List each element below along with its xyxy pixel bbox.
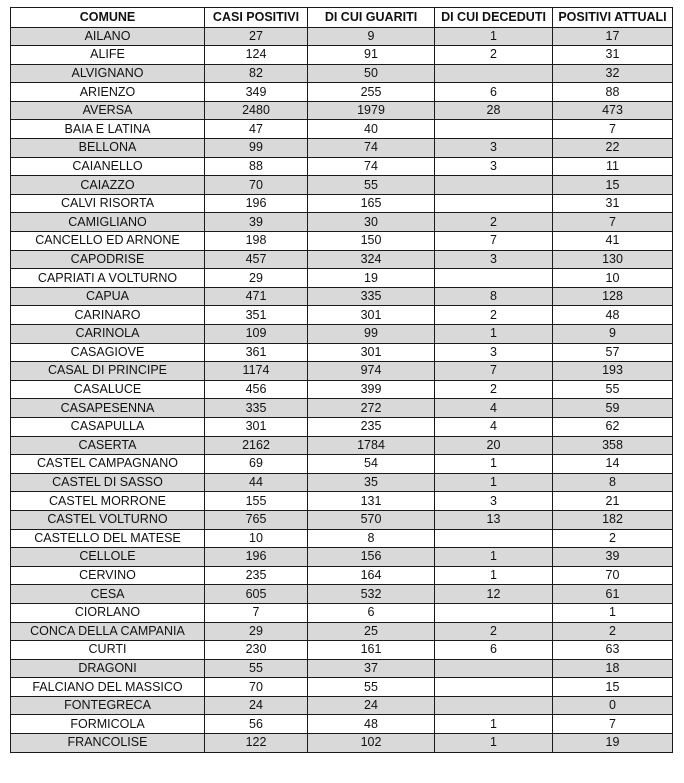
table-row <box>11 659 673 678</box>
cell-casi-positivi: 765 <box>205 510 308 529</box>
cell-casi-positivi: 457 <box>205 250 308 269</box>
cell-positivi-attuali: 88 <box>553 83 673 102</box>
cell-positivi-attuali: 32 <box>553 64 673 83</box>
cell-positivi-attuali: 22 <box>553 139 673 158</box>
cell-casi-positivi: 29 <box>205 622 308 641</box>
cell-guariti: 8 <box>308 529 435 548</box>
cell-casi-positivi: 2162 <box>205 436 308 455</box>
cell-positivi-attuali: 0 <box>553 696 673 715</box>
cell-comune: CASTEL DI SASSO <box>11 473 205 492</box>
covid-cases-table <box>10 7 673 753</box>
cell-casi-positivi: 230 <box>205 641 308 660</box>
cell-guariti: 55 <box>308 176 435 195</box>
cell-guariti: 48 <box>308 715 435 734</box>
cell-deceduti <box>435 659 553 678</box>
cell-comune: CAIAZZO <box>11 176 205 195</box>
table-row <box>11 27 673 46</box>
cell-casi-positivi: 82 <box>205 64 308 83</box>
cell-casi-positivi: 7 <box>205 603 308 622</box>
cell-guariti: 131 <box>308 492 435 511</box>
table-row <box>11 101 673 120</box>
cell-comune: ALIFE <box>11 46 205 65</box>
cell-comune: ARIENZO <box>11 83 205 102</box>
cell-comune: CELLOLE <box>11 548 205 567</box>
cell-comune: AVERSA <box>11 101 205 120</box>
table-row <box>11 232 673 251</box>
cell-casi-positivi: 10 <box>205 529 308 548</box>
cell-deceduti: 13 <box>435 510 553 529</box>
cell-guariti: 91 <box>308 46 435 65</box>
cell-deceduti: 7 <box>435 232 553 251</box>
cell-guariti: 324 <box>308 250 435 269</box>
table-row <box>11 622 673 641</box>
table-body <box>11 27 673 752</box>
cell-deceduti: 1 <box>435 734 553 753</box>
cell-deceduti: 3 <box>435 157 553 176</box>
table-row <box>11 325 673 344</box>
cell-comune: CASTEL MORRONE <box>11 492 205 511</box>
cell-deceduti: 2 <box>435 46 553 65</box>
cell-guariti: 102 <box>308 734 435 753</box>
cell-casi-positivi: 196 <box>205 548 308 567</box>
table-row <box>11 417 673 436</box>
cell-positivi-attuali: 7 <box>553 715 673 734</box>
table-row <box>11 306 673 325</box>
cell-guariti: 74 <box>308 139 435 158</box>
table-row <box>11 585 673 604</box>
cell-deceduti <box>435 696 553 715</box>
cell-comune: CASALUCE <box>11 380 205 399</box>
cell-positivi-attuali: 7 <box>553 213 673 232</box>
cell-deceduti <box>435 64 553 83</box>
table-row <box>11 455 673 474</box>
table-header-row <box>11 8 673 28</box>
cell-positivi-attuali: 14 <box>553 455 673 474</box>
cell-casi-positivi: 471 <box>205 287 308 306</box>
cell-casi-positivi: 29 <box>205 269 308 288</box>
cell-comune: CASAPESENNA <box>11 399 205 418</box>
cell-comune: CAPUA <box>11 287 205 306</box>
table-row <box>11 120 673 139</box>
cell-positivi-attuali: 41 <box>553 232 673 251</box>
cell-deceduti: 28 <box>435 101 553 120</box>
cell-comune: FORMICOLA <box>11 715 205 734</box>
cell-positivi-attuali: 18 <box>553 659 673 678</box>
cell-positivi-attuali: 128 <box>553 287 673 306</box>
cell-deceduti <box>435 176 553 195</box>
cell-guariti: 54 <box>308 455 435 474</box>
cell-positivi-attuali: 15 <box>553 176 673 195</box>
cell-positivi-attuali: 48 <box>553 306 673 325</box>
cell-comune: CERVINO <box>11 566 205 585</box>
cell-guariti: 99 <box>308 325 435 344</box>
table-row <box>11 139 673 158</box>
cell-casi-positivi: 24 <box>205 696 308 715</box>
cell-guariti: 50 <box>308 64 435 83</box>
table-row <box>11 194 673 213</box>
table-row <box>11 157 673 176</box>
cell-deceduti: 1 <box>435 325 553 344</box>
table-row <box>11 603 673 622</box>
cell-casi-positivi: 99 <box>205 139 308 158</box>
cell-deceduti: 1 <box>435 473 553 492</box>
cell-guariti: 532 <box>308 585 435 604</box>
table-row <box>11 529 673 548</box>
cell-deceduti: 6 <box>435 641 553 660</box>
cell-casi-positivi: 351 <box>205 306 308 325</box>
cell-comune: CAIANELLO <box>11 157 205 176</box>
cell-comune: FONTEGRECA <box>11 696 205 715</box>
cell-casi-positivi: 361 <box>205 343 308 362</box>
table-row <box>11 362 673 381</box>
cell-positivi-attuali: 62 <box>553 417 673 436</box>
cell-deceduti <box>435 678 553 697</box>
cell-deceduti: 6 <box>435 83 553 102</box>
cell-deceduti: 8 <box>435 287 553 306</box>
cell-guariti: 35 <box>308 473 435 492</box>
cell-guariti: 25 <box>308 622 435 641</box>
cell-deceduti: 1 <box>435 715 553 734</box>
cell-casi-positivi: 198 <box>205 232 308 251</box>
header-positivi-attuali: POSITIVI ATTUALI <box>553 8 673 28</box>
cell-deceduti: 4 <box>435 399 553 418</box>
cell-positivi-attuali: 9 <box>553 325 673 344</box>
cell-deceduti <box>435 529 553 548</box>
cell-casi-positivi: 605 <box>205 585 308 604</box>
cell-guariti: 19 <box>308 269 435 288</box>
cell-positivi-attuali: 31 <box>553 194 673 213</box>
table-row <box>11 548 673 567</box>
table-row <box>11 436 673 455</box>
cell-comune: CARINARO <box>11 306 205 325</box>
cell-deceduti: 3 <box>435 139 553 158</box>
cell-deceduti: 2 <box>435 306 553 325</box>
cell-guariti: 156 <box>308 548 435 567</box>
table-row <box>11 250 673 269</box>
table-row <box>11 678 673 697</box>
cell-comune: CANCELLO ED ARNONE <box>11 232 205 251</box>
cell-guariti: 570 <box>308 510 435 529</box>
table-row <box>11 473 673 492</box>
cell-positivi-attuali: 61 <box>553 585 673 604</box>
cell-casi-positivi: 69 <box>205 455 308 474</box>
cell-deceduti: 2 <box>435 380 553 399</box>
cell-deceduti: 4 <box>435 417 553 436</box>
cell-guariti: 9 <box>308 27 435 46</box>
cell-casi-positivi: 47 <box>205 120 308 139</box>
cell-deceduti: 7 <box>435 362 553 381</box>
cell-guariti: 272 <box>308 399 435 418</box>
cell-casi-positivi: 109 <box>205 325 308 344</box>
cell-deceduti <box>435 194 553 213</box>
cell-casi-positivi: 1174 <box>205 362 308 381</box>
table-row <box>11 696 673 715</box>
cell-comune: CALVI RISORTA <box>11 194 205 213</box>
cell-positivi-attuali: 130 <box>553 250 673 269</box>
cell-deceduti: 2 <box>435 213 553 232</box>
cell-guariti: 235 <box>308 417 435 436</box>
cell-positivi-attuali: 39 <box>553 548 673 567</box>
table-row <box>11 715 673 734</box>
cell-comune: CASAGIOVE <box>11 343 205 362</box>
cell-positivi-attuali: 10 <box>553 269 673 288</box>
cell-positivi-attuali: 8 <box>553 473 673 492</box>
cell-casi-positivi: 70 <box>205 176 308 195</box>
cell-casi-positivi: 70 <box>205 678 308 697</box>
cell-guariti: 301 <box>308 306 435 325</box>
cell-positivi-attuali: 59 <box>553 399 673 418</box>
cell-casi-positivi: 124 <box>205 46 308 65</box>
cell-deceduti <box>435 603 553 622</box>
cell-comune: CIORLANO <box>11 603 205 622</box>
cell-casi-positivi: 2480 <box>205 101 308 120</box>
cell-comune: CAPODRISE <box>11 250 205 269</box>
cell-casi-positivi: 88 <box>205 157 308 176</box>
cell-positivi-attuali: 17 <box>553 27 673 46</box>
cell-deceduti: 12 <box>435 585 553 604</box>
cell-comune: CAMIGLIANO <box>11 213 205 232</box>
table-row <box>11 64 673 83</box>
cell-comune: CASTEL VOLTURNO <box>11 510 205 529</box>
table-row <box>11 566 673 585</box>
table-row <box>11 343 673 362</box>
cell-positivi-attuali: 2 <box>553 622 673 641</box>
cell-comune: CONCA DELLA CAMPANIA <box>11 622 205 641</box>
cell-guariti: 40 <box>308 120 435 139</box>
cell-guariti: 335 <box>308 287 435 306</box>
cell-positivi-attuali: 31 <box>553 46 673 65</box>
cell-guariti: 30 <box>308 213 435 232</box>
table-row <box>11 399 673 418</box>
cell-deceduti <box>435 120 553 139</box>
table-row <box>11 641 673 660</box>
cell-deceduti: 1 <box>435 566 553 585</box>
cell-casi-positivi: 335 <box>205 399 308 418</box>
cell-deceduti: 20 <box>435 436 553 455</box>
cell-deceduti: 2 <box>435 622 553 641</box>
cell-casi-positivi: 349 <box>205 83 308 102</box>
cell-comune: FALCIANO DEL MASSICO <box>11 678 205 697</box>
table-row <box>11 380 673 399</box>
cell-comune: CAPRIATI A VOLTURNO <box>11 269 205 288</box>
cell-positivi-attuali: 2 <box>553 529 673 548</box>
table-row <box>11 176 673 195</box>
header-deceduti: DI CUI DECEDUTI <box>435 8 553 28</box>
cell-casi-positivi: 122 <box>205 734 308 753</box>
cell-positivi-attuali: 21 <box>553 492 673 511</box>
cell-comune: DRAGONI <box>11 659 205 678</box>
cell-casi-positivi: 55 <box>205 659 308 678</box>
cell-deceduti <box>435 269 553 288</box>
cell-deceduti: 3 <box>435 343 553 362</box>
cell-positivi-attuali: 473 <box>553 101 673 120</box>
cell-casi-positivi: 56 <box>205 715 308 734</box>
cell-guariti: 255 <box>308 83 435 102</box>
cell-casi-positivi: 235 <box>205 566 308 585</box>
cell-guariti: 1784 <box>308 436 435 455</box>
cell-casi-positivi: 456 <box>205 380 308 399</box>
cell-positivi-attuali: 1 <box>553 603 673 622</box>
cell-casi-positivi: 196 <box>205 194 308 213</box>
cell-deceduti: 1 <box>435 455 553 474</box>
cell-positivi-attuali: 11 <box>553 157 673 176</box>
table-row <box>11 510 673 529</box>
cell-guariti: 150 <box>308 232 435 251</box>
cell-guariti: 165 <box>308 194 435 213</box>
cell-guariti: 1979 <box>308 101 435 120</box>
cell-guariti: 6 <box>308 603 435 622</box>
cell-casi-positivi: 301 <box>205 417 308 436</box>
cell-deceduti: 3 <box>435 492 553 511</box>
cell-guariti: 37 <box>308 659 435 678</box>
cell-positivi-attuali: 70 <box>553 566 673 585</box>
table-row <box>11 213 673 232</box>
cell-guariti: 55 <box>308 678 435 697</box>
cell-guariti: 24 <box>308 696 435 715</box>
cell-comune: CARINOLA <box>11 325 205 344</box>
cell-guariti: 161 <box>308 641 435 660</box>
cell-guariti: 399 <box>308 380 435 399</box>
cell-positivi-attuali: 57 <box>553 343 673 362</box>
cell-comune: CURTI <box>11 641 205 660</box>
cell-comune: CASAL DI PRINCIPE <box>11 362 205 381</box>
cell-positivi-attuali: 15 <box>553 678 673 697</box>
cell-positivi-attuali: 7 <box>553 120 673 139</box>
covid-table-sheet <box>10 7 672 753</box>
cell-guariti: 301 <box>308 343 435 362</box>
cell-positivi-attuali: 63 <box>553 641 673 660</box>
cell-casi-positivi: 155 <box>205 492 308 511</box>
cell-guariti: 974 <box>308 362 435 381</box>
cell-comune: CASTEL CAMPAGNANO <box>11 455 205 474</box>
cell-positivi-attuali: 193 <box>553 362 673 381</box>
header-casi-positivi: CASI POSITIVI <box>205 8 308 28</box>
cell-positivi-attuali: 182 <box>553 510 673 529</box>
cell-guariti: 74 <box>308 157 435 176</box>
cell-positivi-attuali: 19 <box>553 734 673 753</box>
cell-comune: FRANCOLISE <box>11 734 205 753</box>
cell-positivi-attuali: 55 <box>553 380 673 399</box>
table-row <box>11 287 673 306</box>
cell-deceduti: 3 <box>435 250 553 269</box>
cell-casi-positivi: 39 <box>205 213 308 232</box>
table-row <box>11 734 673 753</box>
header-comune: COMUNE <box>11 8 205 28</box>
table-row <box>11 83 673 102</box>
table-row <box>11 46 673 65</box>
cell-positivi-attuali: 358 <box>553 436 673 455</box>
cell-comune: BELLONA <box>11 139 205 158</box>
cell-guariti: 164 <box>308 566 435 585</box>
table-row <box>11 492 673 511</box>
cell-casi-positivi: 27 <box>205 27 308 46</box>
table-row <box>11 269 673 288</box>
cell-comune: BAIA E LATINA <box>11 120 205 139</box>
cell-comune: AILANO <box>11 27 205 46</box>
cell-comune: CESA <box>11 585 205 604</box>
cell-comune: ALVIGNANO <box>11 64 205 83</box>
cell-casi-positivi: 44 <box>205 473 308 492</box>
header-guariti: DI CUI GUARITI <box>308 8 435 28</box>
cell-comune: CASAPULLA <box>11 417 205 436</box>
cell-deceduti: 1 <box>435 27 553 46</box>
cell-comune: CASTELLO DEL MATESE <box>11 529 205 548</box>
cell-comune: CASERTA <box>11 436 205 455</box>
cell-deceduti: 1 <box>435 548 553 567</box>
